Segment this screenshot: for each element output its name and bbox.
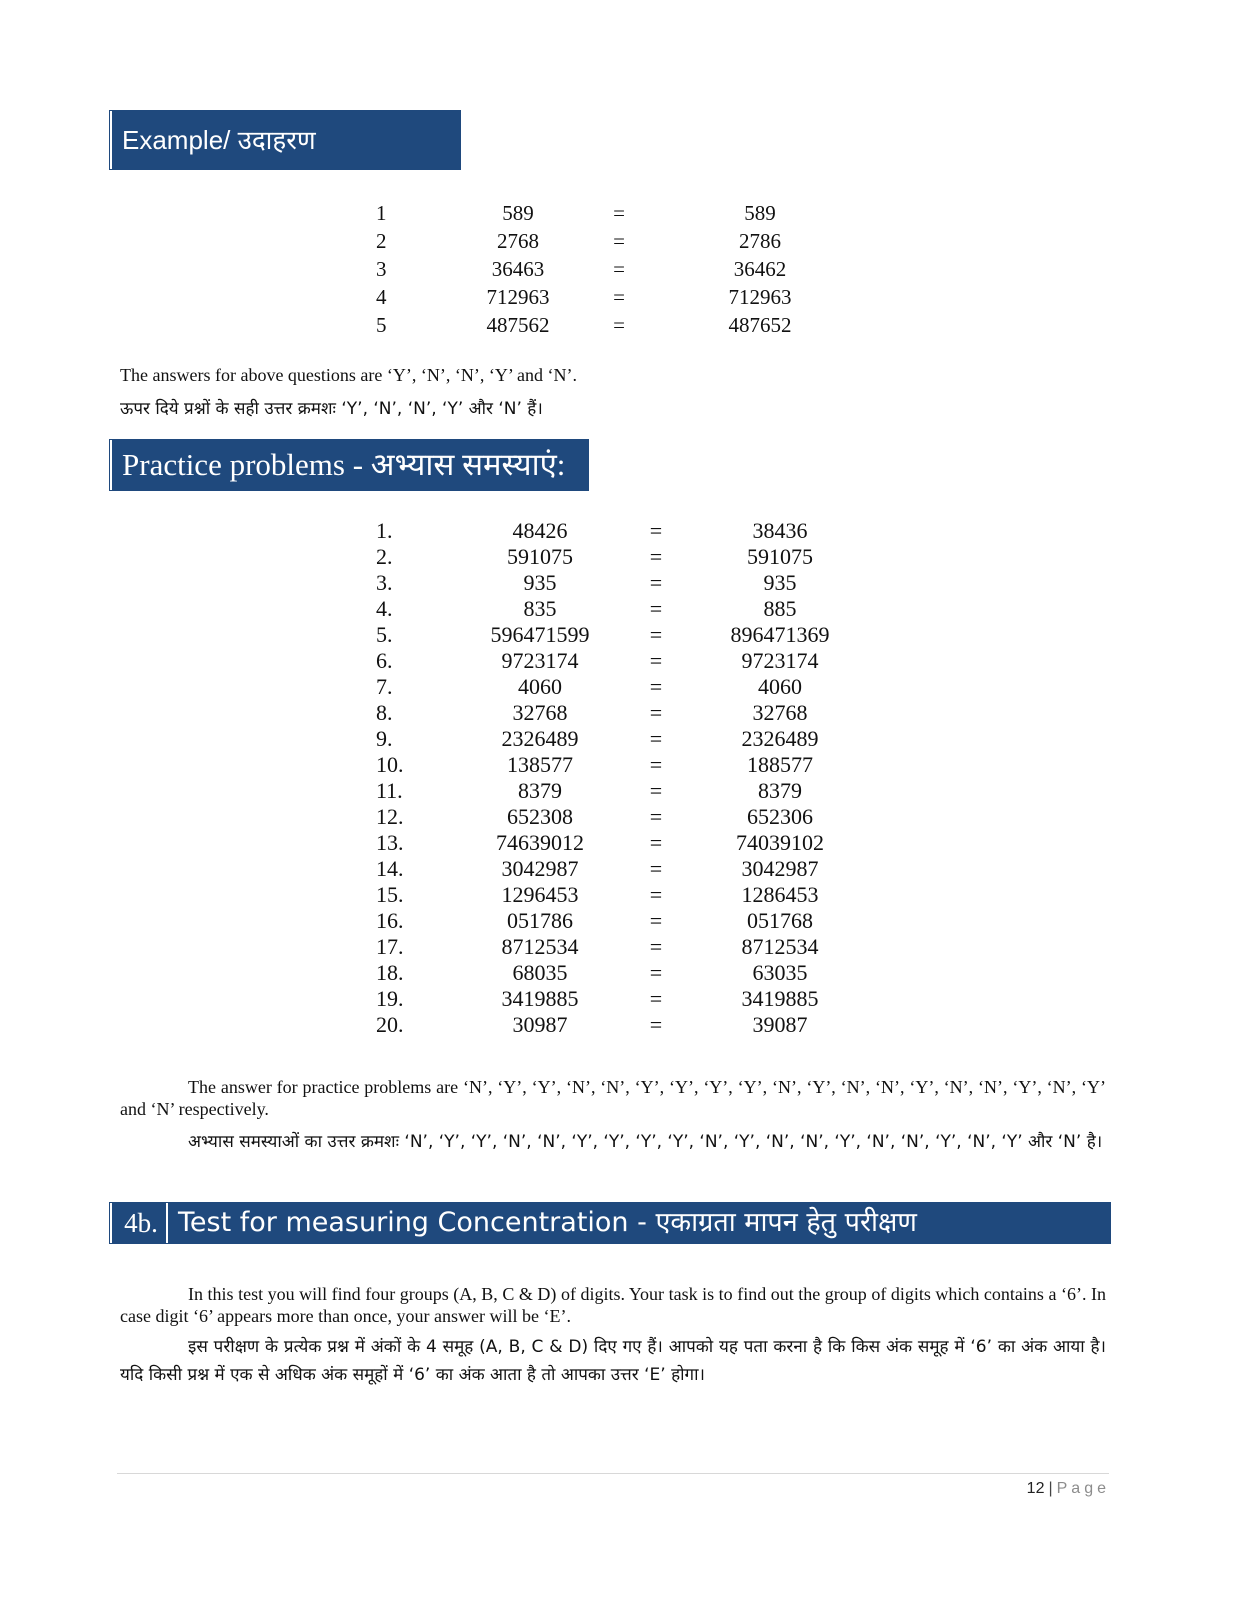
left-value: 30987 <box>512 1012 568 1037</box>
right-value: 8379 <box>758 778 802 803</box>
table-row <box>0 622 1237 648</box>
row-number: 17. <box>376 934 404 959</box>
right-value: 3042987 <box>741 856 819 881</box>
equals-sign: = <box>613 257 625 281</box>
left-value: 8379 <box>518 778 562 803</box>
row-number: 14. <box>376 856 404 881</box>
example-answer-english: The answers for above questions are ‘Y’, ‘N’, ‘N’, ‘Y’ and ‘N’. <box>120 365 577 385</box>
table-row <box>0 804 1237 830</box>
page-number: 12 <box>1026 1480 1045 1497</box>
right-value: 051768 <box>747 908 813 933</box>
table-row <box>0 283 1237 311</box>
example-heading: Example/ उदाहरण <box>110 111 460 169</box>
table-row <box>0 255 1237 283</box>
equals-sign: = <box>649 648 663 673</box>
table-row <box>0 778 1237 804</box>
equals-sign: = <box>649 908 663 933</box>
table-row <box>0 934 1237 960</box>
right-value: 63035 <box>752 960 808 985</box>
row-number: 7. <box>376 674 393 699</box>
row-number: 3 <box>376 257 387 281</box>
table-row <box>0 882 1237 908</box>
row-number: 20. <box>376 1012 404 1037</box>
row-number: 18. <box>376 960 404 985</box>
left-value: 68035 <box>512 960 568 985</box>
equals-sign: = <box>613 229 625 253</box>
footer-separator: | <box>1048 1480 1053 1497</box>
row-number: 16. <box>376 908 404 933</box>
practice-answer-hindi: अभ्यास समस्याओं का उत्तर क्रमशः ‘N’, ‘Y’, ‘Y’, ‘N’, ‘N’, ‘Y’, ‘Y’, ‘Y’, ‘Y’, ‘N’, ‘Y’, ‘N’, ‘N’, ‘Y’, ‘N’, ‘N’, ‘Y’, ‘N’, ‘Y’ और ‘N’ है। <box>188 1132 1103 1152</box>
section-number: 4b. <box>112 1203 168 1243</box>
equals-sign: = <box>649 570 663 595</box>
table-row <box>0 752 1237 778</box>
right-value: 591075 <box>747 544 813 569</box>
row-number: 12. <box>376 804 404 829</box>
left-value: 8712534 <box>501 934 579 959</box>
left-value: 596471599 <box>490 622 590 647</box>
table-row <box>0 726 1237 752</box>
row-number: 6. <box>376 648 393 673</box>
section-intro-english: In this test you will find four groups (A, B, C & D) of digits. Your task is to find out the group of digits which contains a ‘6’. In case digit ‘6’ appears more than once, your answer will be ‘E’. <box>120 1284 1106 1326</box>
left-value: 9723174 <box>501 648 579 673</box>
table-row <box>0 700 1237 726</box>
table-row <box>0 518 1237 544</box>
right-value: 9723174 <box>741 648 819 673</box>
left-value: 74639012 <box>496 830 584 855</box>
right-value: 4060 <box>758 674 802 699</box>
row-number: 4. <box>376 596 393 621</box>
table-row <box>0 227 1237 255</box>
row-number: 10. <box>376 752 404 777</box>
row-number: 9. <box>376 726 393 751</box>
equals-sign: = <box>649 544 663 569</box>
left-value: 935 <box>523 570 557 595</box>
row-number: 2. <box>376 544 393 569</box>
section-heading <box>110 1203 1110 1243</box>
equals-sign: = <box>649 1012 663 1037</box>
right-value: 38436 <box>752 518 808 543</box>
footer-divider <box>117 1473 1109 1474</box>
equals-sign: = <box>649 674 663 699</box>
equals-sign: = <box>613 285 625 309</box>
row-number: 19. <box>376 986 404 1011</box>
table-row <box>0 830 1237 856</box>
table-row <box>0 596 1237 622</box>
table-row <box>0 986 1237 1012</box>
equals-sign: = <box>649 830 663 855</box>
page-footer <box>1027 1480 1110 1498</box>
left-value: 589 <box>502 201 534 225</box>
table-row <box>0 908 1237 934</box>
equals-sign: = <box>649 882 663 907</box>
right-value: 589 <box>744 201 776 225</box>
left-value: 1296453 <box>501 882 579 907</box>
right-value: 74039102 <box>736 830 824 855</box>
equals-sign: = <box>649 726 663 751</box>
right-value: 652306 <box>747 804 813 829</box>
equals-sign: = <box>649 622 663 647</box>
right-value: 36462 <box>733 257 787 281</box>
table-row <box>0 674 1237 700</box>
table-row <box>0 311 1237 339</box>
equals-sign: = <box>649 596 663 621</box>
equals-sign: = <box>649 856 663 881</box>
equals-sign: = <box>649 986 663 1011</box>
table-row <box>0 648 1237 674</box>
equals-sign: = <box>649 752 663 777</box>
table-row <box>0 1012 1237 1038</box>
equals-sign: = <box>649 778 663 803</box>
page-label: Page <box>1056 1480 1110 1497</box>
left-value: 051786 <box>507 908 573 933</box>
table-row <box>0 570 1237 596</box>
right-value: 188577 <box>747 752 813 777</box>
equals-sign: = <box>613 313 625 337</box>
right-value: 3419885 <box>741 986 819 1011</box>
right-value: 32768 <box>752 700 808 725</box>
left-value: 3419885 <box>501 986 579 1011</box>
left-value: 32768 <box>512 700 568 725</box>
table-row <box>0 199 1237 227</box>
right-value: 487652 <box>728 313 792 337</box>
left-value: 2768 <box>497 229 539 253</box>
equals-sign: = <box>649 804 663 829</box>
left-value: 36463 <box>491 257 545 281</box>
table-row <box>0 960 1237 986</box>
row-number: 11. <box>376 778 403 803</box>
left-value: 48426 <box>512 518 568 543</box>
practice-heading: Practice problems - अभ्यास समस्याएं: <box>110 440 588 490</box>
right-value: 2326489 <box>741 726 819 751</box>
section-title: Test for measuring Concentration - एकाग्रता मापन हेतु परीक्षण <box>178 1207 917 1238</box>
left-value: 3042987 <box>501 856 579 881</box>
practice-answer-english: The answer for practice problems are ‘N’, ‘Y’, ‘Y’, ‘N’, ‘N’, ‘Y’, ‘Y’, ‘Y’, ‘Y’, ‘N’, ‘Y’, ‘N’, ‘N’, ‘Y’, ‘N’, ‘N’, ‘Y’, ‘N’, ‘Y’ and ‘N’ respectively. <box>120 1077 1106 1119</box>
row-number: 2 <box>376 229 387 253</box>
left-value: 591075 <box>507 544 573 569</box>
example-answer-hindi: ऊपर दिये प्रश्नों के सही उत्तर क्रमशः ‘Y’, ‘N’, ‘N’, ‘Y’ और ‘N’ हैं। <box>120 399 543 419</box>
row-number: 13. <box>376 830 404 855</box>
row-number: 8. <box>376 700 393 725</box>
right-value: 39087 <box>752 1012 808 1037</box>
right-value: 935 <box>763 570 797 595</box>
table-row <box>0 856 1237 882</box>
equals-sign: = <box>649 934 663 959</box>
left-value: 487562 <box>486 313 550 337</box>
right-value: 1286453 <box>741 882 819 907</box>
left-value: 712963 <box>486 285 550 309</box>
row-number: 5. <box>376 622 393 647</box>
row-number: 15. <box>376 882 404 907</box>
right-value: 2786 <box>739 229 781 253</box>
row-number: 4 <box>376 285 387 309</box>
right-value: 885 <box>763 596 797 621</box>
row-number: 5 <box>376 313 387 337</box>
left-value: 2326489 <box>501 726 579 751</box>
equals-sign: = <box>649 700 663 725</box>
right-value: 712963 <box>728 285 792 309</box>
equals-sign: = <box>613 201 625 225</box>
row-number: 1. <box>376 518 393 543</box>
left-value: 138577 <box>507 752 573 777</box>
equals-sign: = <box>649 518 663 543</box>
section-intro-hindi: इस परीक्षण के प्रत्येक प्रश्न में अंकों के 4 समूह (A, B, C & D) दिए गए हैं। आपको यह पता करना है कि किस अंक समूह में ‘6’ का अंक आया है। यदि किसी प्रश्न में एक से अधिक अंक समूहों में ‘6’ का अंक आता है तो आपका उत्तर ‘E’ होगा। <box>120 1337 1106 1385</box>
left-value: 4060 <box>518 674 562 699</box>
left-value: 835 <box>523 596 557 621</box>
right-value: 896471369 <box>730 622 830 647</box>
table-row <box>0 544 1237 570</box>
right-value: 8712534 <box>741 934 819 959</box>
row-number: 3. <box>376 570 393 595</box>
left-value: 652308 <box>507 804 573 829</box>
equals-sign: = <box>649 960 663 985</box>
row-number: 1 <box>376 201 387 225</box>
